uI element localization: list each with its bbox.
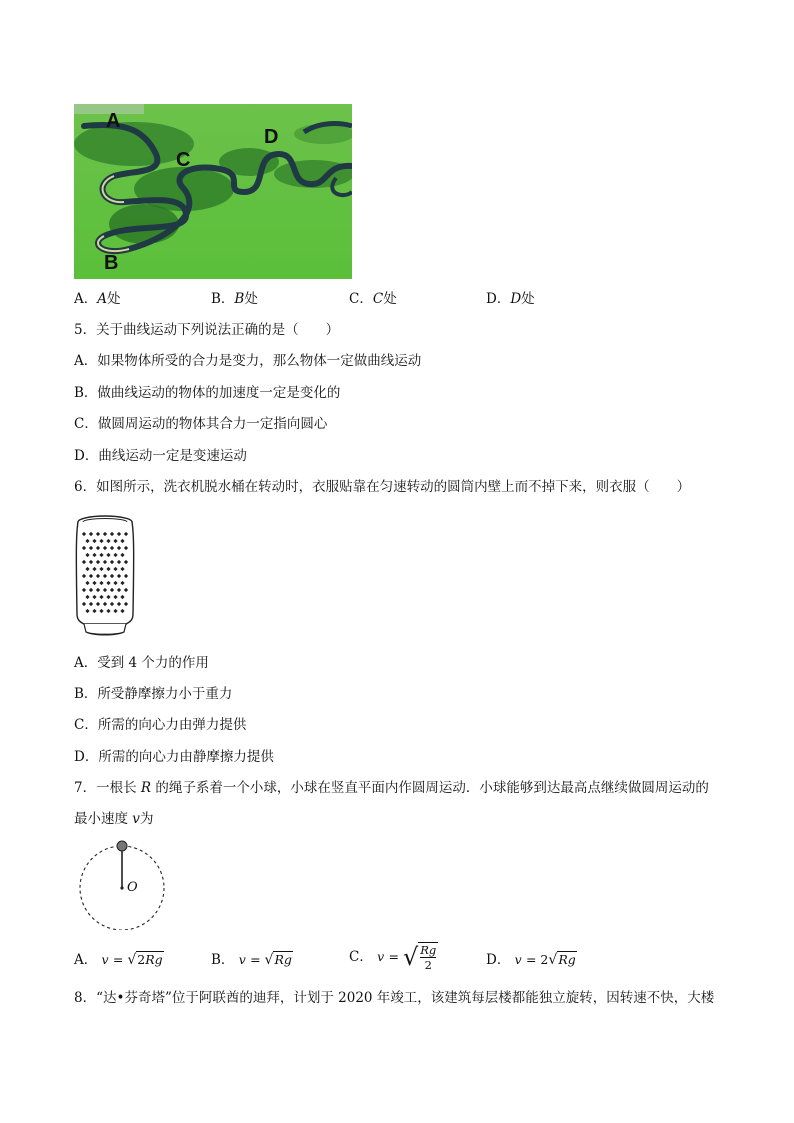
q5-option-d: D．曲线运动一定是变速运动 <box>74 448 247 464</box>
q5-option-a: A．如果物体所受的合力是变力，那么物体一定做曲线运动 <box>74 353 422 369</box>
q7-option-a: A． v = √2Rg <box>74 952 163 968</box>
q4-option-a: A．A处 <box>74 291 121 307</box>
center-point <box>120 886 123 889</box>
q4-option-d: D．D处 <box>486 291 535 307</box>
river-label-c: C <box>176 149 191 171</box>
q7-option-c: C． v = √ $\frac{Rg}{2}$ <box>349 943 437 972</box>
river-photo <box>74 104 352 279</box>
q7-option-d: D． v = 2√Rg <box>486 952 576 968</box>
q7-option-b: B． v = √Rg <box>211 952 292 968</box>
fraction-radicand: $\frac{Rg}{2}$ <box>420 943 437 972</box>
radicand: Rg <box>558 952 576 967</box>
circle-motion-diagram <box>78 838 168 930</box>
center-label-o: O <box>127 880 138 895</box>
river-label-d: D <box>264 126 279 148</box>
q7-option-a-expr: v <box>101 952 109 967</box>
sqrt-symbol: √ <box>264 952 274 968</box>
q7-stem-line1: 7．一根长 R 的绳子系着一个小球，小球在竖直平面内作圆周运动．小球能够到达最高点继续做圆周运动的 <box>74 780 709 796</box>
washing-drum-figure <box>74 514 136 638</box>
q7-stem-line2: 最小速度 v为 <box>74 811 154 827</box>
q6-option-d: D．所需的向心力由静摩擦力提供 <box>74 749 274 765</box>
radicand: 2Rg <box>137 952 163 967</box>
q6-option-b: B．所受静摩擦力小于重力 <box>74 686 233 702</box>
sqrt-symbol: √ <box>127 952 137 968</box>
spin-drum-drawing <box>74 514 136 638</box>
sqrt-symbol: √ <box>548 952 558 968</box>
q5-option-c: C．做圆周运动的物体其合力一定指向圆心 <box>74 416 328 432</box>
sqrt-symbol: √ <box>402 943 419 971</box>
q4-option-b: B．B处 <box>211 291 258 307</box>
q4-option-c: C．C处 <box>349 291 397 307</box>
q6-option-a: A．受到 4 个力的作用 <box>74 655 209 671</box>
q5-option-b: B．做曲线运动的物体的加速度一定是变化的 <box>74 385 341 401</box>
q6-stem: 6．如图所示，洗衣机脱水桶在转动时，衣服贴靠在匀速转动的圆筒内壁上而不掉下来，则衣服（ ） <box>74 479 691 495</box>
radicand: Rg <box>274 952 292 967</box>
river-label-a: A <box>106 110 121 132</box>
q6-option-c: C．所需的向心力由弹力提供 <box>74 717 247 733</box>
q8-stem: 8．“达•芬奇塔”位于阿联酋的迪拜，计划于 2020 年竣工，该建筑每层楼都能独立旋转，因转速不快，大楼 <box>74 990 715 1006</box>
ball <box>117 841 127 851</box>
vertical-circle-figure <box>78 838 168 930</box>
q5-stem: 5．关于曲线运动下列说法正确的是（ ） <box>74 322 340 338</box>
river-label-b: B <box>104 252 119 274</box>
